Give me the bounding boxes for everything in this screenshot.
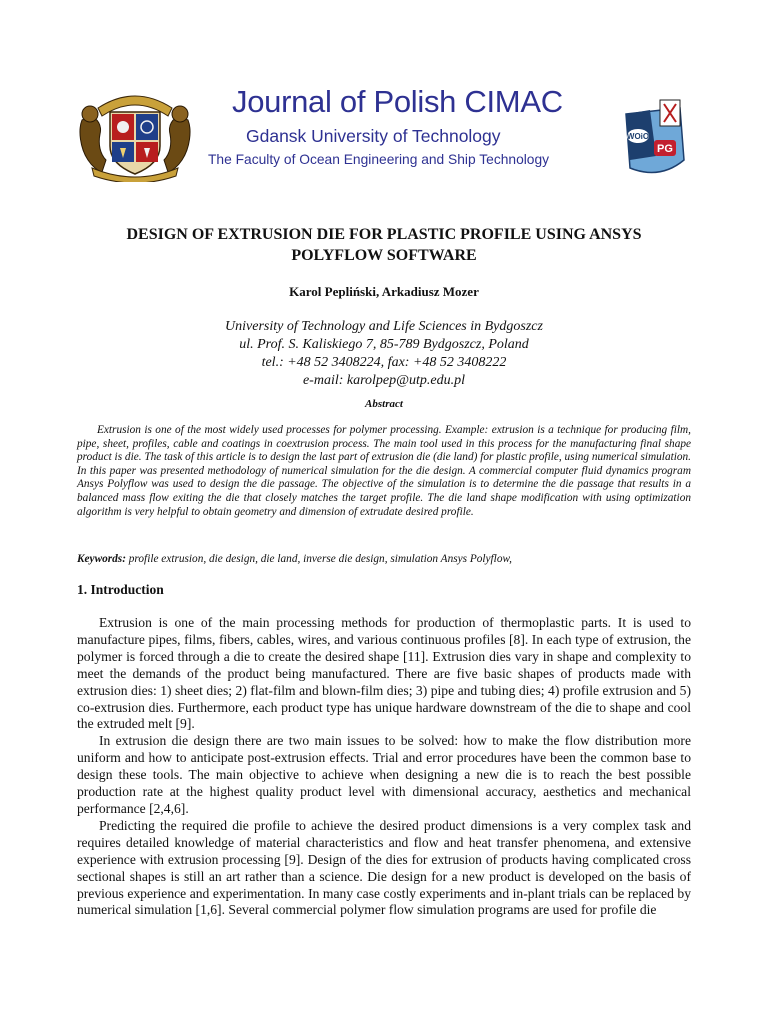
affiliation-email: e-mail: karolpep@utp.edu.pl — [302, 373, 466, 388]
abstract-text: Extrusion is one of the most widely used processes for polymer processing. Example: extrusion is a technique for producing film, pipe, sheet, profiles, cable and coatings in coextrusion process. The main tool used in this process for the manufacturing final shape product is die. The task of this article is to design the last part of extrusion die (die land) for plastic profile, using numerical simulation. In this paper was presented methodology of numerical simulation for the die design. A commercial computer fluid dynamics program Ansys Polyflow was used to design the die passage. The objective of the simulation is to determine the die passage that results in a balanced mass flow exiting the die that closely matches the target profile. The die land shape modification with using optimization algorithm is very helpful to obtain geometry and dimension of extrudate desired profile. — [77, 424, 691, 518]
section-heading-introduction: 1. Introduction — [77, 582, 164, 597]
introduction-body — [77, 615, 691, 919]
body-paragraph: Extrusion is one of the main processing methods for production of thermoplastic parts. It is used to manufacture pipes, films, fibers, cables, wires, and various continuous profiles [8]. In each type of extrusion, the polymer is forced through a die to create the desired shape [11]. Extrusion dies vary in shape and complexity to meet the demands of the product being manufactured. There are five basic shapes of products made with extrusion dies: 1) sheet dies; 2) flat-film and blown-film dies; 3) pipe and tubing dies; 4) profile extrusion and 5) co-extrusion dies. Furthermore, each product type has unique hardware downstream of the die to shape and cool the extruded melt [9]. — [77, 615, 691, 732]
keywords — [77, 552, 691, 566]
body-paragraph: In extrusion die design there are two main issues to be solved: how to make the flow distribution more uniform and how to anticipate post-extrusion effects. Trial and error procedures have been the common base to design these tools. The main objective to achieve when designing a new die is to reach the best possible production rate at the highest quality product level with dimensional accuracy, aesthetics and mechanical performance [2,4,6]. — [77, 733, 691, 816]
affiliation-line: University of Technology and Life Sciences in Bydgoszcz — [225, 319, 543, 334]
journal-university: Gdansk University of Technology — [246, 126, 501, 146]
journal-title: Journal of Polish CIMAC — [232, 84, 563, 119]
journal-header — [0, 84, 768, 194]
keywords-list: profile extrusion, die design, die land, inverse die design, simulation Ansys Polyflow, — [128, 553, 512, 565]
affiliation-line: tel.: +48 52 3408224, fax: +48 52 3408222 — [261, 355, 507, 370]
journal-faculty: The Faculty of Ocean Engineering and Ship Technology — [208, 152, 550, 167]
affiliation-line: ul. Prof. S. Kaliskiego 7, 85-789 Bydgoszcz, Poland — [239, 337, 529, 352]
svg-text:PG: PG — [657, 143, 673, 155]
body-paragraph: Predicting the required die profile to achieve the desired product dimensions is a very complex task and requires detailed knowledge of material characteristics and flow and heat transfer phenomena, and extensive experience with extrusion processing [9]. Design of the dies for extrusion of products having complicated cross sectional shapes is still an art rather than a science. Die design for a new product is developed on the basis of previous experience and experimentation. In many case costly experiments and in-plant trials can be replaced by numerical simulation [1,6]. Several commercial polymer flow simulation programs are used for profile die — [77, 817, 691, 918]
svg-text:WOiO: WOiO — [626, 132, 650, 141]
paper-title — [70, 224, 698, 266]
abstract-heading: Abstract — [365, 398, 403, 410]
wociw-pg-faculty-logo-icon — [620, 96, 690, 182]
author-affiliation — [70, 318, 698, 390]
paper-title-line-2: POLYFLOW SOFTWARE — [291, 247, 477, 264]
keywords-label: Keywords: — [77, 553, 126, 565]
paper-title-line-1: DESIGN OF EXTRUSION DIE FOR PLASTIC PROFILE USING ANSYS — [126, 226, 642, 243]
paper-authors: Karol Pepliński, Arkadiusz Mozer — [289, 284, 479, 299]
politechnika-gdanska-crest-icon — [76, 90, 194, 182]
